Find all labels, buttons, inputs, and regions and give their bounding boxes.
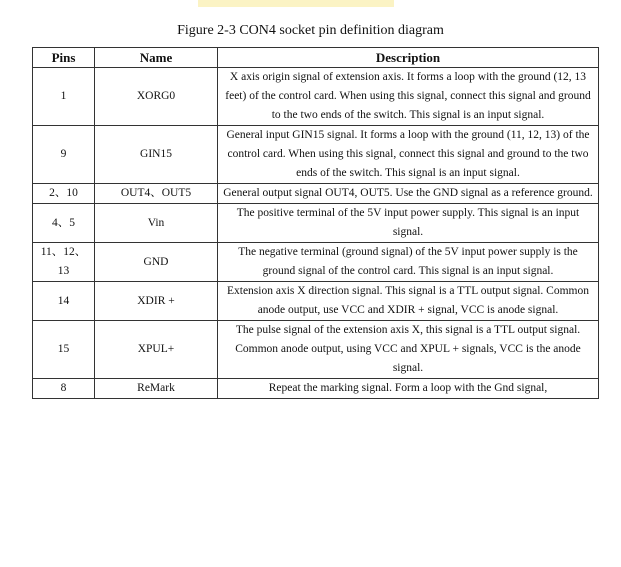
header-description: Description — [218, 48, 599, 68]
pin-cell: 2、10 — [33, 184, 95, 204]
name-cell: Vin — [95, 204, 218, 243]
table-row — [33, 379, 599, 399]
table-row — [33, 204, 599, 243]
pin-cell: 15 — [33, 321, 95, 379]
description-cell: General input GIN15 signal. It forms a loop with the ground (11, 12, 13) of the control card. When using this signal, connect this signal and ground to the two ends of the switch. This signal is an input signal. — [218, 126, 599, 184]
name-cell: XPUL+ — [95, 321, 218, 379]
description-cell: General output signal OUT4, OUT5. Use the GND signal as a reference ground. — [218, 184, 599, 204]
header-name: Name — [95, 48, 218, 68]
table-row — [33, 282, 599, 321]
description-cell: The negative terminal (ground signal) of the 5V input power supply is the ground signal of the control card. This signal is an input signal. — [218, 243, 599, 282]
header-pins: Pins — [33, 48, 95, 68]
figure-caption: Figure 2-3 CON4 socket pin definition diagram — [177, 23, 444, 38]
table-row — [33, 184, 599, 204]
pin-cell: 8 — [33, 379, 95, 399]
table-row — [33, 243, 599, 282]
name-cell: OUT4、OUT5 — [95, 184, 218, 204]
name-cell: XDIR + — [95, 282, 218, 321]
description-cell: The positive terminal of the 5V input power supply. This signal is an input signal. — [218, 204, 599, 243]
description-cell: X axis origin signal of extension axis. It forms a loop with the ground (12, 13 feet) of the control card. When using this signal, connect this signal and ground to the two ends of the switch. This signal is an input signal. — [218, 68, 599, 126]
pin-cell: 11、12、13 — [33, 243, 95, 282]
name-cell: ReMark — [95, 379, 218, 399]
pin-cell: 14 — [33, 282, 95, 321]
description-cell: The pulse signal of the extension axis X, this signal is a TTL output signal. Common anode output, using VCC and XPUL + signals, VCC is the anode signal. — [218, 321, 599, 379]
table-row — [33, 68, 599, 126]
name-cell: XORG0 — [95, 68, 218, 126]
name-cell: GND — [95, 243, 218, 282]
pin-cell: 1 — [33, 68, 95, 126]
name-cell: GIN15 — [95, 126, 218, 184]
pin-cell: 9 — [33, 126, 95, 184]
description-cell: Repeat the marking signal. Form a loop with the Gnd signal, — [218, 379, 599, 399]
pin-cell: 4、5 — [33, 204, 95, 243]
top-highlight-strip — [198, 0, 394, 7]
pin-definition-table — [32, 47, 599, 399]
table-header-row — [33, 48, 599, 68]
table-row — [33, 321, 599, 379]
description-cell: Extension axis X direction signal. This signal is a TTL output signal. Common anode output, use VCC and XDIR + signal, VCC is anode signal. — [218, 282, 599, 321]
table-row — [33, 126, 599, 184]
